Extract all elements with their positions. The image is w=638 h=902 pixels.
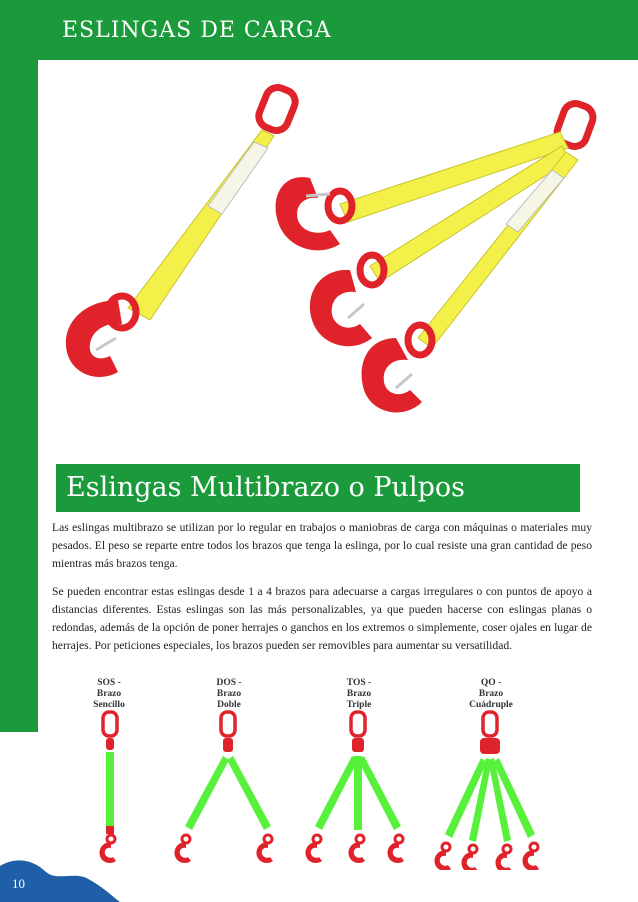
triple-arm-diagram [305, 712, 404, 863]
sling-code: QO - [480, 678, 502, 688]
single-arm-diagram [99, 712, 117, 863]
sling-desc-line2: Doble [217, 700, 241, 710]
sling-desc-line1: Brazo [346, 689, 372, 699]
three-leg-sling [276, 100, 597, 412]
page-header-title: ESLINGAS DE CARGA [62, 18, 332, 43]
section-title: Eslingas Multibrazo o Pulpos [66, 472, 465, 503]
side-accent-bar [0, 60, 38, 732]
multi-leg-sling-photo [38, 64, 598, 464]
sling-desc-line1: Brazo [216, 689, 242, 699]
double-arm-diagram [174, 712, 273, 863]
sling-desc-line2: Triple [346, 700, 372, 710]
sling-desc-line1: Brazo [478, 689, 504, 699]
single-leg-sling [66, 84, 299, 377]
sling-desc-line2: Cuádruple [469, 700, 513, 710]
sling-code: DOS - [216, 678, 242, 688]
sling-desc-line2: Sencillo [93, 700, 125, 710]
sling-diagrams [38, 700, 598, 870]
sling-code: SOS - [97, 678, 121, 688]
details-paragraph: Se pueden encontrar estas eslingas desde 1 a 4 brazos para adecuarse a cargas irregulares o con puntos de apoyo a distancias diferentes. Estas eslingas son las más personalizables, ya que pueden hacerse con eslingas planas o redondas, además de la opción de poner herrajes o ganchos en los extremos o simplemente, coser ojales en lugar de herrajes. Por peticiones especiales, los brazos pueden ser removibles para aumentar su versatilidad. [52, 585, 592, 652]
sling-desc-line1: Brazo [96, 689, 122, 699]
intro-paragraph: Las eslingas multibrazo se utilizan por lo regular en trabajos o maniobras de carga con máquinas o materiales muy pesados. El peso se reparte entre todos los brazos que tenga la eslinga, por lo cual resiste una gran cantidad de peso mientras más brazos tenga. [52, 521, 592, 570]
page-number: 10 [12, 876, 25, 891]
quadruple-arm-diagram [434, 712, 539, 870]
sling-code: TOS - [346, 678, 372, 688]
